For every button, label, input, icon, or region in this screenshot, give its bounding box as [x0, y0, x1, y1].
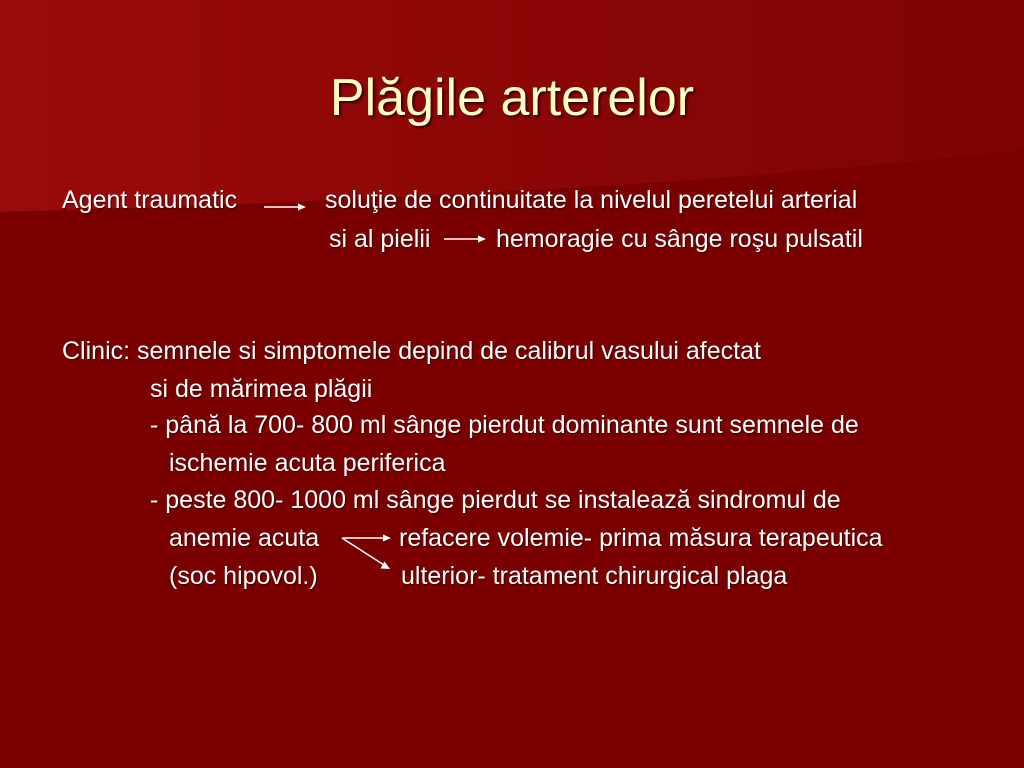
clinic-line-6a: anemie acuta	[169, 524, 320, 552]
clinic-line-7b: ulterior- tratament chirurgical plaga	[401, 562, 788, 590]
arrow-right-icon	[444, 236, 486, 243]
agent-result-1-cont: si al pielii	[329, 225, 431, 253]
clinic-line-4: ischemie acuta periferica	[169, 449, 446, 477]
agent-result-2: hemoragie cu sânge roşu pulsatil	[496, 225, 863, 253]
arrow-down-right-icon	[342, 538, 390, 569]
clinic-line-1: Clinic: semnele si simptomele depind de calibrul vasului afectat	[62, 337, 761, 365]
clinic-line-3: - până la 700- 800 ml sânge pierdut dominante sunt semnele de	[150, 411, 859, 439]
clinic-line-5: - peste 800- 1000 ml sânge pierdut se instalează sindromul de	[150, 486, 841, 514]
clinic-line-7a: (soc hipovol.)	[169, 562, 318, 590]
slide-title: Plăgile arterelor	[329, 69, 695, 127]
clinic-line-2: si de mărimea plăgii	[150, 375, 373, 403]
clinic-line-6b: refacere volemie- prima măsura terapeutica	[399, 524, 883, 552]
agent-result-1: soluţie de continuitate la nivelul peretelui arterial	[325, 186, 858, 214]
arrow-right-icon	[342, 535, 391, 542]
arrow-right-icon	[264, 204, 306, 211]
agent-label: Agent traumatic	[62, 186, 238, 214]
